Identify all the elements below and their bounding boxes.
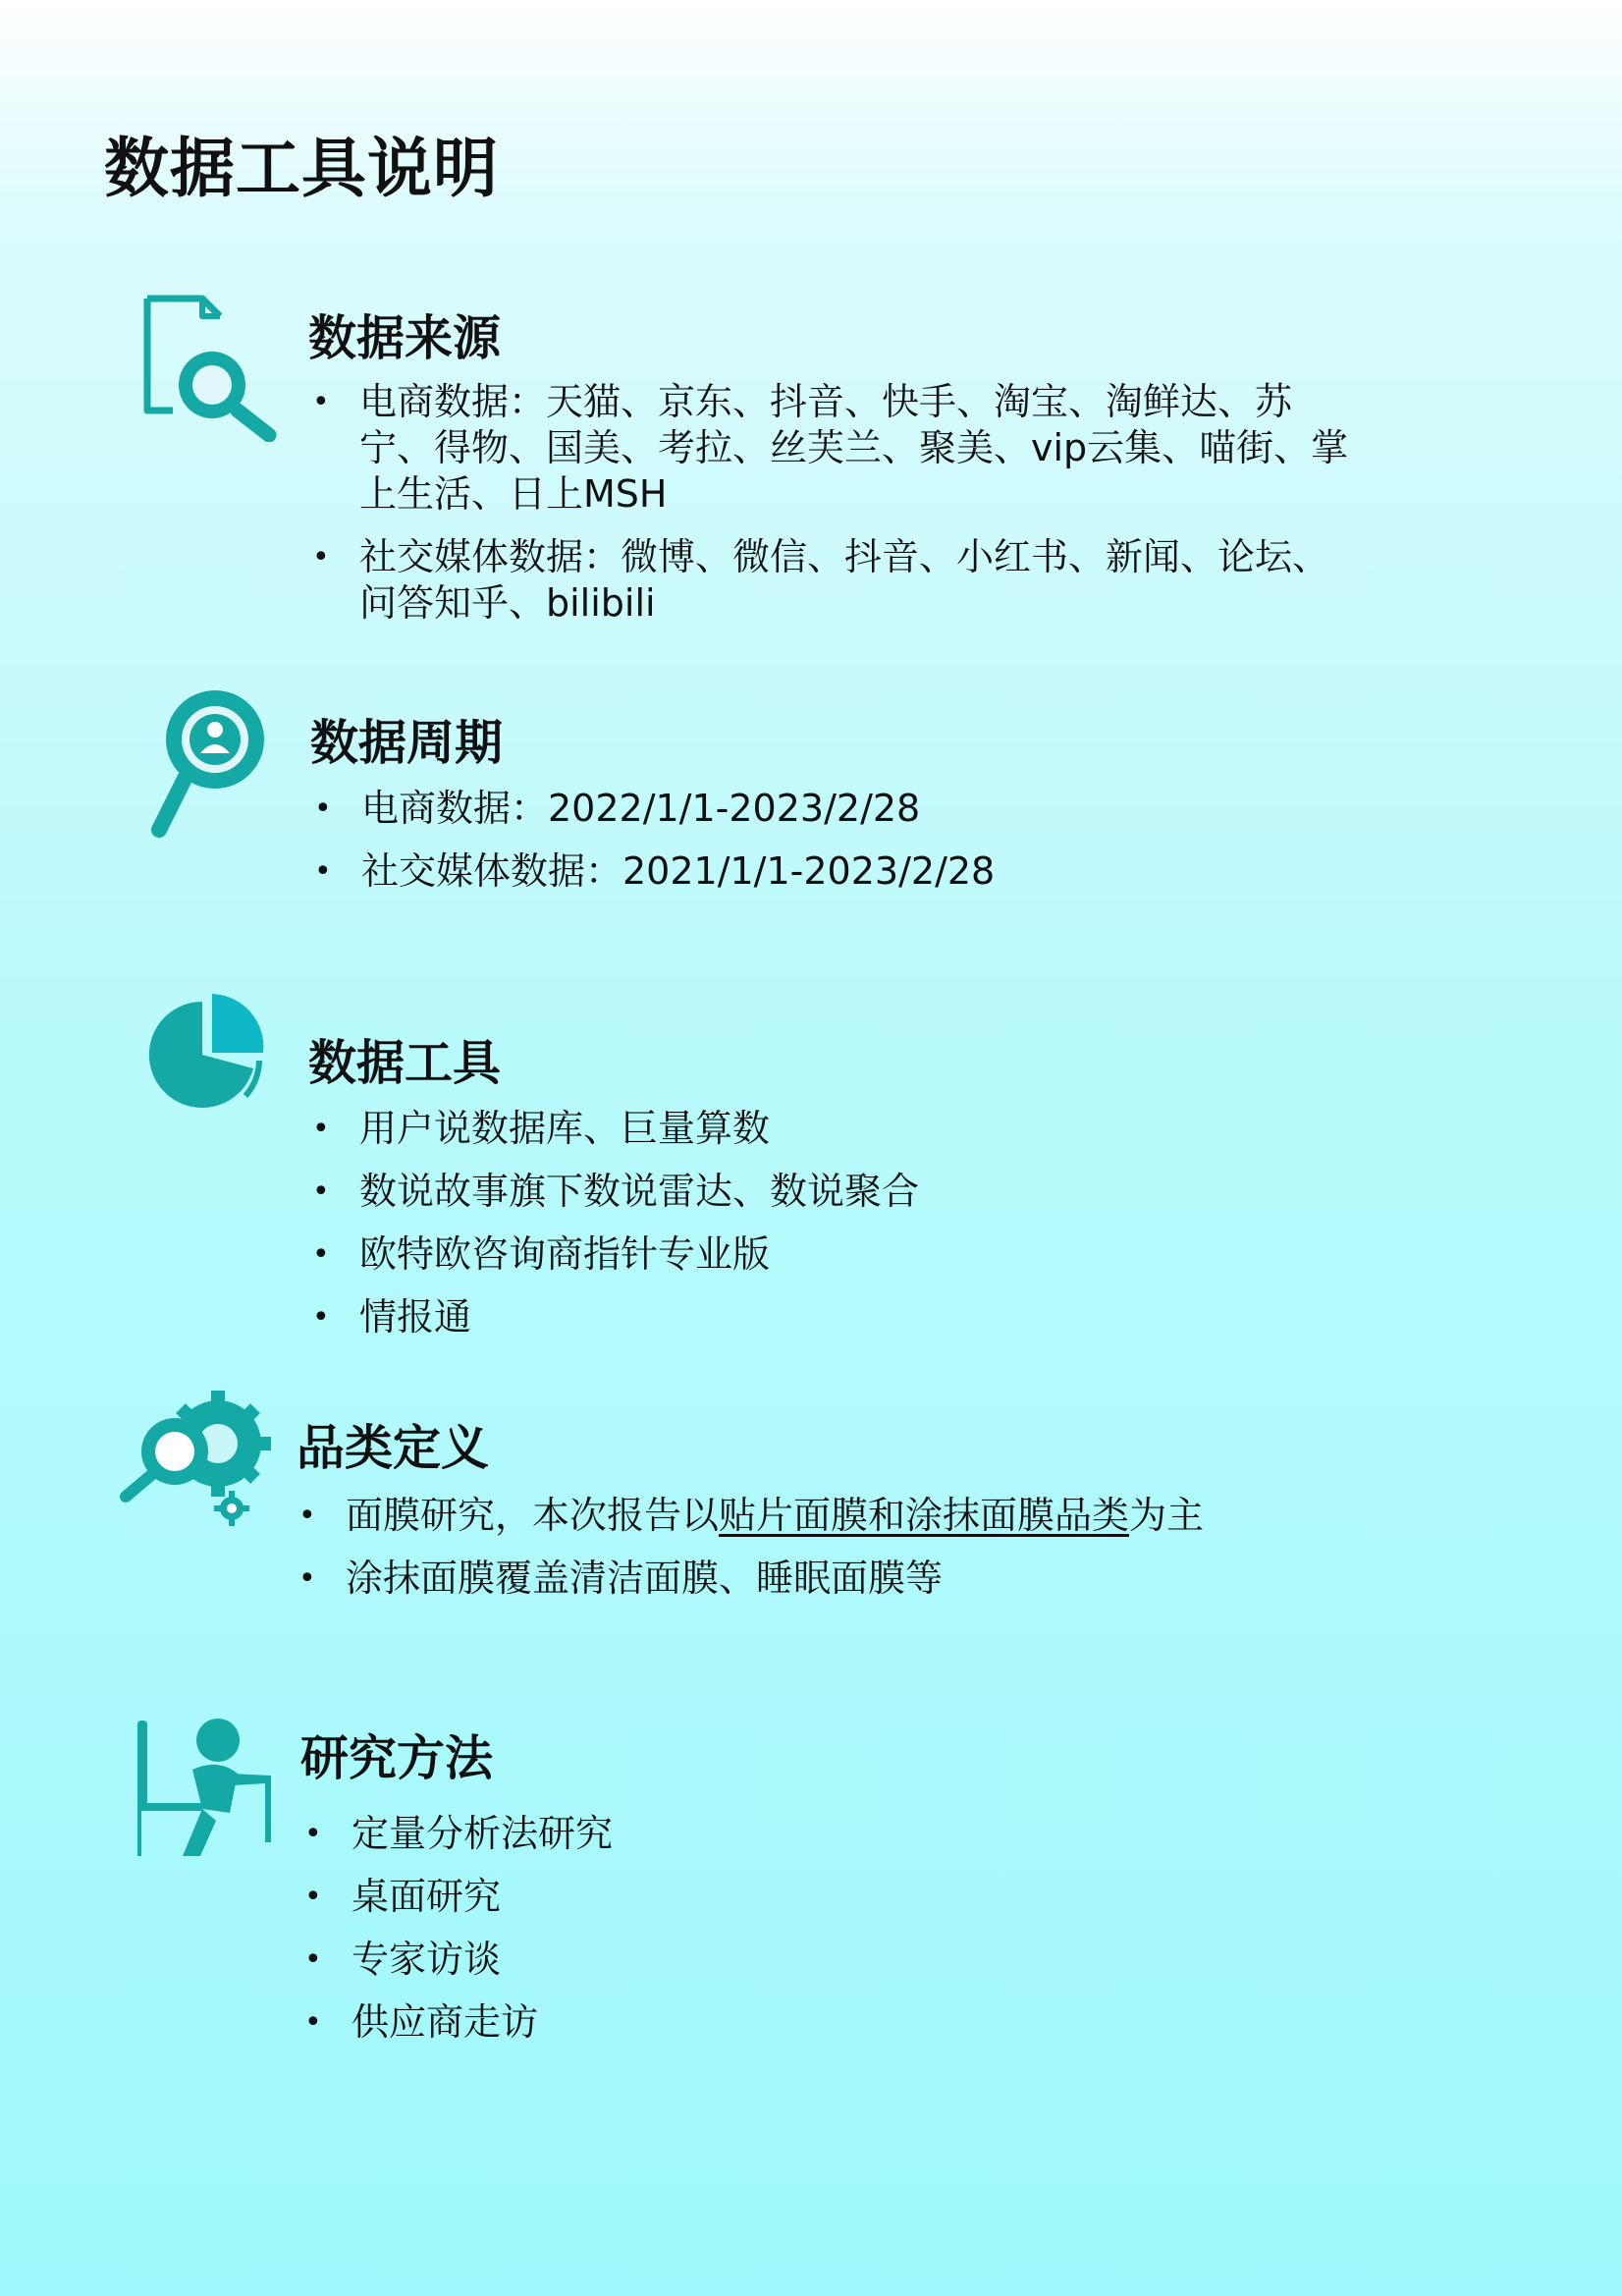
list-item: • 欧特欧咨询商指针专业版 <box>310 1231 1292 1278</box>
list-item: • 桌面研究 <box>302 1874 1284 1920</box>
person-at-desk-icon <box>132 1715 279 1862</box>
list-item: • 电商数据：2022/1/1-2023/2/28 <box>312 786 1294 832</box>
section-list <box>312 786 1294 911</box>
section-heading: 数据工具 <box>308 1035 502 1091</box>
list-item-text: 面膜研究，本次报告以 <box>346 1494 720 1537</box>
list-item: • 用户说数据库、巨量算数 <box>310 1106 1292 1152</box>
section-list <box>310 1106 1292 1357</box>
list-item: • 情报通 <box>310 1294 1292 1340</box>
section-heading: 研究方法 <box>300 1730 494 1786</box>
list-item: • 供应商走访 <box>302 1999 1284 2046</box>
document-search-icon <box>139 293 279 442</box>
section-heading: 品类定义 <box>297 1420 490 1476</box>
section-list <box>302 1811 1284 2062</box>
pie-chart-icon <box>147 992 269 1114</box>
underlined-category-text: 贴片面膜和涂抹面膜品类 <box>719 1494 1130 1537</box>
list-item: • 社交媒体数据：2021/1/1-2023/2/28 <box>312 848 1294 895</box>
list-item: • 社交媒体数据：微博、微信、抖音、小红书、新闻、论坛、问答知乎、bilibili <box>310 534 1351 627</box>
list-item: • 电商数据：天猫、京东、抖音、快手、淘宝、淘鲜达、苏宁、得物、国美、考拉、丝芙兰、聚美、vip云集、喵街、掌上生活、日上MSH <box>310 379 1351 518</box>
list-item: • 定量分析法研究 <box>302 1811 1284 1857</box>
list-item: • 涂抹面膜覆盖清洁面膜、睡眠面膜等 <box>297 1556 1337 1602</box>
section-list <box>310 379 1351 643</box>
list-item <box>297 1493 1337 1539</box>
list-item: • 专家访谈 <box>302 1937 1284 1983</box>
section-heading: 数据周期 <box>310 715 504 771</box>
page-title: 数据工具说明 <box>104 131 499 206</box>
list-item: • 数说故事旗下数说雷达、数说聚合 <box>310 1169 1292 1215</box>
section-heading: 数据来源 <box>308 310 502 366</box>
magnifier-person-icon <box>149 683 277 840</box>
list-item-text: 为主 <box>1129 1494 1205 1537</box>
section-list <box>297 1493 1337 1618</box>
search-gear-icon <box>116 1387 275 1534</box>
